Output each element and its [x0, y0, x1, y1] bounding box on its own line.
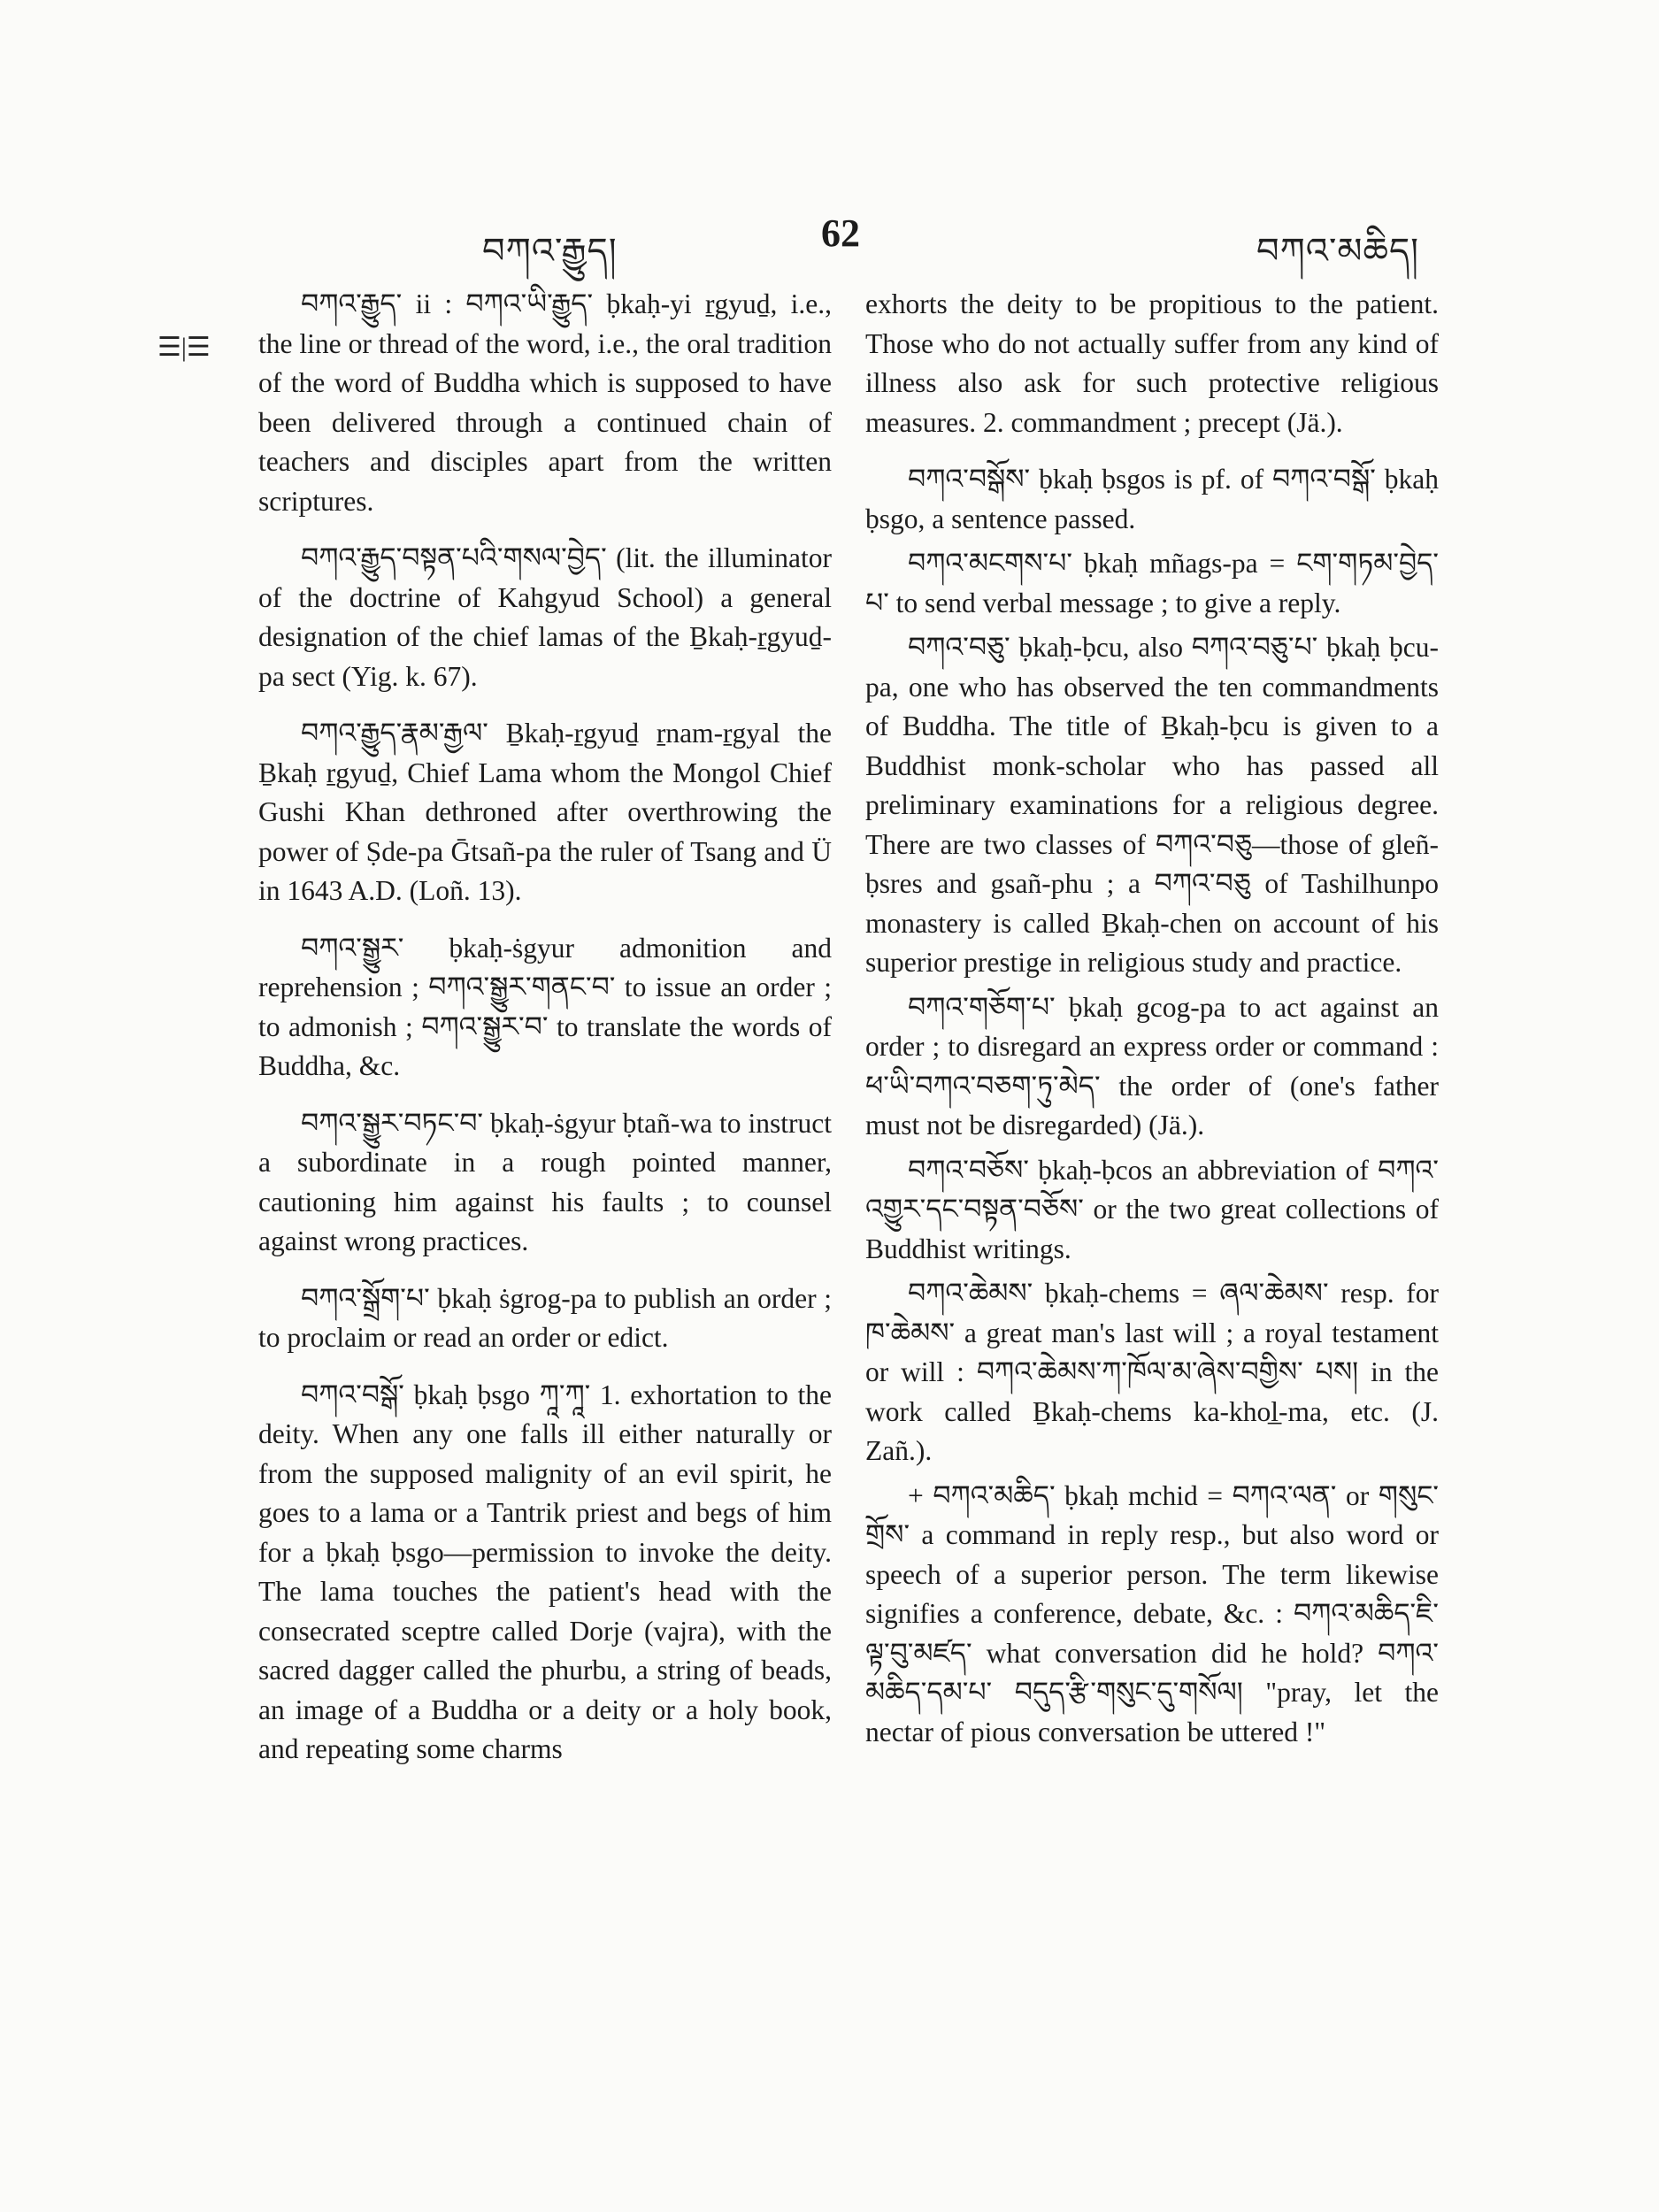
right-headword: བཀའ་མཆིད། — [1256, 231, 1419, 271]
entry-kah-bsgo-continued: exhorts the deity to be propitious to the patient. Those who do not actually suffer from any kind of illness also ask for such protective religious measures. 2. commandment ; precept (Jä.). — [865, 288, 1439, 438]
entry-kah-bsgo: བཀའ་བསྒོ་ ḅkaḥ ḅsgo ཀཱ་ཀཱ་ 1. exhortation to the deity. When any one falls ill either naturally or from the supposed malignity of an evil spirit, he goes to a lama or a Tantrik priest and begs of him for a ḅkaḥ ḅsgo—permission to invoke the deity. The lama touches the patient's head with the consecrated sceptre called Dorje (vajra), with the sacred dagger called the phurbu, a string of beads, an image of a Buddha or a deity or a holy book, and repeating some charms — [258, 1379, 832, 1764]
entry-kah-chems: བཀའ་ཆེམས་ ḅkaḥ-chems = ཞལ་ཆེམས་ resp. for ཁ་ཆེམས་ a great man's last will ; a royal testament or will : བཀའ་ཆེམས་ཀ་ཁོལ་མ་ཞེས་བགྱིས་ པས། in the work called Ḇkaḥ-chems ka-khol̲-ma, etc. (J. Zañ.). — [865, 1278, 1439, 1466]
entry-kah-gyud-ii: བཀའ་རྒྱུད་ ii : བཀའ་ཡི་རྒྱུད་ ḅkaḥ-yi ṟgyuḏ, i.e., the line or thread of the word, i.e., the oral tradition of the word of Buddha which is supposed to have been delivered through a continued chain of teachers and disciples apart from the written scriptures. — [258, 288, 832, 517]
page-number: 62 — [821, 211, 860, 255]
entry-kah-bcu: བཀའ་བཅུ་ ḅkaḥ-ḅcu, also བཀའ་བཅུ་པ་ ḅkaḥ ḅcu-pa, one who has observed the ten commandments of Buddha. The title of Ḇkaḥ-ḅcu is given to a Buddhist monk-scholar who has passed all preliminary examinations for a religious degree. There are two classes of བཀའ་བཅུ—those of gleñ-ḅsres and gsañ-phu ; a བཀའ་བཅུ of Tashilhunpo monastery is called Ḇkaḥ-chen on account of his superior prestige in religious study and practice. — [865, 632, 1439, 978]
entry-kah-sgyur: བཀའ་སྒྱུར་ ḅkaḥ-ṡgyur admonition and reprehension ; བཀའ་སྒྱུར་གནང་བ་ to issue an order ; to admonish ; བཀའ་སྒྱུར་བ་ to translate the words of Buddha, &c. — [258, 932, 832, 1081]
entry-kah-mchid: + བཀའ་མཆིད་ ḅkaḥ mchid = བཀའ་ལན་ or གསུང་ གྲོས་ a command in reply resp., but also word or speech of a superior person. The term likewise signifies a conference, debate, &c. : བཀའ་མཆིད་ཇི་ལྟ་བུ་མཛད་ what conversation did he hold? བཀའ་མཆིད་དམ་པ་ བདུད་རྩི་གསུང་དུ་གསོལ། "pray, let the nectar of pious conversation be uttered !" — [865, 1479, 1439, 1747]
left-headword: བཀའ་རྒྱུད། — [482, 231, 618, 271]
page-header — [257, 211, 1425, 271]
entry-kah-bsgos: བཀའ་བསྒོས་ ḅkaḥ ḅsgos is pf. of བཀའ་བསྒོ་ ḅkaḥ ḅsgo, a sentence passed. — [865, 464, 1439, 534]
margin-mark: ☰|☰ — [157, 333, 211, 362]
left-column — [258, 285, 832, 1787]
entry-kah-bcos: བཀའ་བཅོས་ ḅkaḥ-ḅcos an abbreviation of བཀའ་འགྱུར་དང་བསྟན་བཅོས་ or the two great collections of Buddhist writings. — [865, 1154, 1439, 1264]
right-column — [865, 285, 1439, 1757]
entry-kah-sgyur-btang: བཀའ་སྒྱུར་བཏང་བ་ ḅkaḥ-ṡgyur ḅtañ-wa to instruct a subordinate in a rough pointed manner, cautioning him against his faults ; to counsel against wrong practices. — [258, 1107, 832, 1256]
entry-kah-gyud-illuminator: བཀའ་རྒྱུད་བསྟན་པའི་གསལ་བྱེད་ (lit. the illuminator of the doctrine of Kahgyud School) a general designation of the chief lamas of the Ḇkaḥ-ṟgyuḏ-pa sect (Yig. k. 67). — [258, 542, 832, 692]
entry-kah-gyud-namgyal: བཀའ་རྒྱུད་རྣམ་རྒྱལ་ Ḇkaḥ-ṟgyuḏ ṟnam-ṟgyal the Ḇkaḥ ṟgyuḏ, Chief Lama whom the Mongol Chief Gushi Khan dethroned after overthrowing the power of Ṣde-pa Ḡtsañ-pa the ruler of Tsang and Ü in 1643 A.D. (Loñ. 13). — [258, 718, 832, 906]
entry-kah-sgrog-pa: བཀའ་སྒྲོག་པ་ ḅkaḥ ṡgrog-pa to publish an order ; to proclaim or read an order or edict. — [258, 1282, 832, 1353]
entry-kah-gcog-pa: བཀའ་གཅོག་པ་ ḅkaḥ gcog-pa to act against an order ; to disregard an express order or command : ཕ་ཡི་བཀའ་བཅག་ཏུ་མེད་ the order of (one's father must not be disregarded) (Jä.). — [865, 991, 1439, 1141]
entry-kah-mnags-pa: བཀའ་མངགས་པ་ ḅkaḥ mñags-pa = ངག་གཏམ་བྱེད་པ་ to send verbal message ; to give a reply. — [865, 548, 1439, 618]
